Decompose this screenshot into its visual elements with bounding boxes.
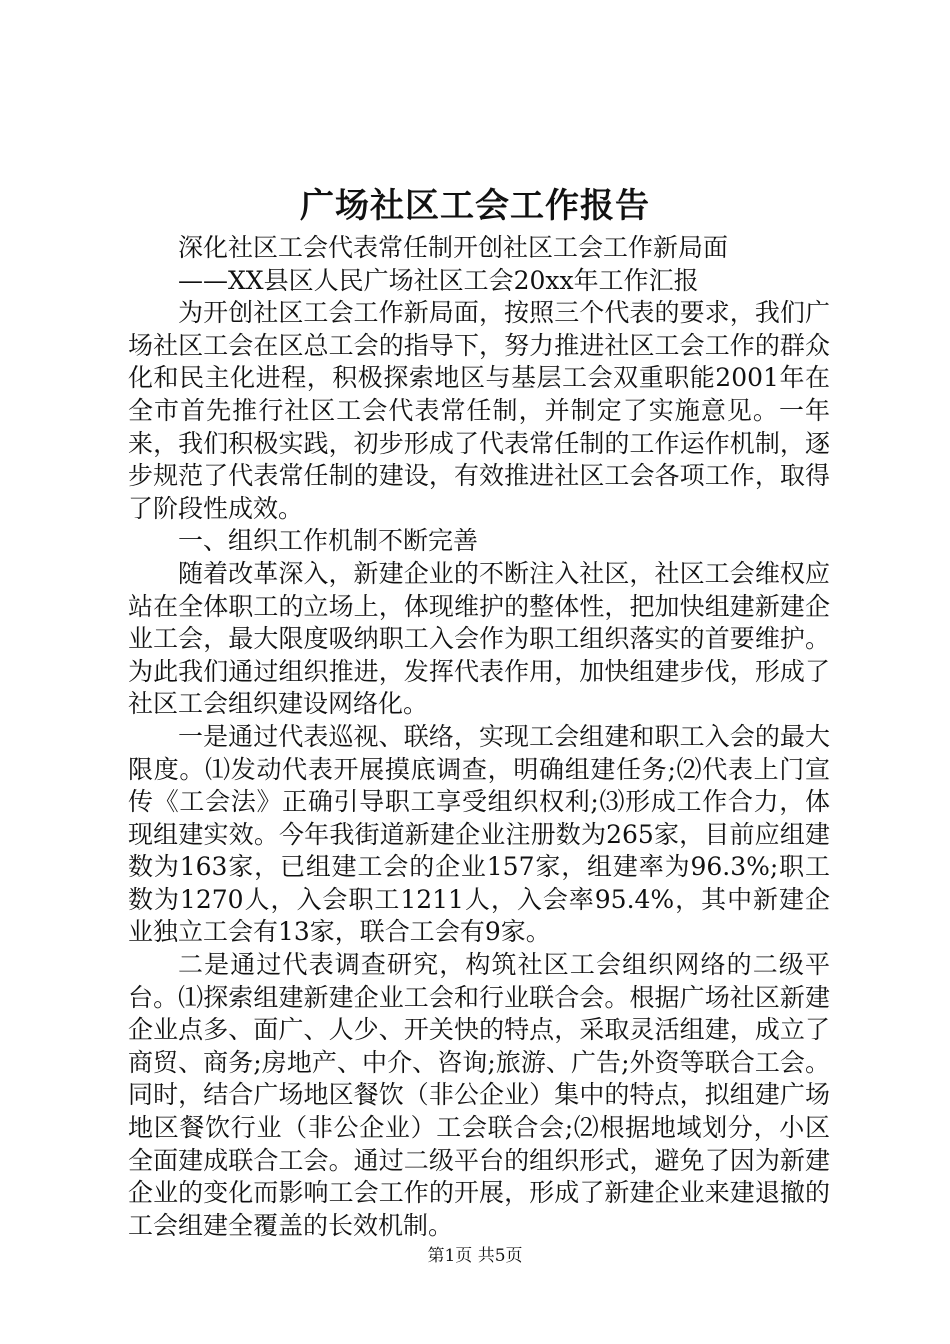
document-title: 广场社区工会工作报告: [300, 186, 650, 226]
body-paragraph: 二是通过代表调查研究，构筑社区工会组织网络的二级平台。⑴探索组建新建企业工会和行业联合会。根据广场社区新建企业点多、面广、人少、开关快的特点，采取灵活组建，成立了商贸、商务;房地产、中介、咨询;旅游、广告;外资等联合工会。同时，结合广场地区餐饮（非公企业）集中的特点，拟组建广场地区餐饮行业（非公企业）工会联合会;⑵根据地域划分，小区全面建成联合工会。通过二级平台的组织形式，避免了因为新建企业的变化而影响工会工作的开展，形成了新建企业来建退撤的工会组建全覆盖的长效机制。: [128, 950, 830, 1240]
subtitle-line: 深化社区工会代表常任制开创社区工会工作新局面: [178, 233, 729, 262]
section-heading: 一、组织工作机制不断完善: [178, 526, 479, 556]
document-body: [128, 232, 830, 1242]
page-number: 第1页 共5页: [427, 1246, 523, 1266]
subtitle-byline: ——XX县区人民广场社区工会20xx年工作汇报: [178, 265, 699, 295]
intro-paragraph: 为开创社区工会工作新局面，按照三个代表的要求，我们广场社区工会在区总工会的指导下，努力推进社区工会工作的群众化和民主化进程，积极探索地区与基层工会双重职能2001年在全市首先推行社区工会代表常任制，并制定了实施意见。一年来，我们积极实践，初步形成了代表常任制的工作运作机制，逐步规范了代表常任制的建设，有效推进社区工会各项工作，取得了阶段性成效。: [128, 298, 830, 523]
body-paragraph: 随着改革深入，新建企业的不断注入社区，社区工会维权应站在全体职工的立场上，体现维护的整体性，把加快组建新建企业工会，最大限度吸纳职工入会作为职工组织落实的首要维护。为此我们通过组织推进，发挥代表作用，加快组建步伐，形成了社区工会组织建设网络化。: [128, 558, 830, 719]
body-paragraph: 一是通过代表巡视、联络，实现工会组建和职工入会的最大限度。⑴发动代表开展摸底调查，明确组建任务;⑵代表上门宣传《工会法》正确引导职工享受组织权利;⑶形成工作合力，体现组建实效。今年我街道新建企业注册数为265家，目前应组建数为163家，已组建工会的企业157家，组建率为96.3%;职工数为1270人，入会职工1211人，入会率95.4%，其中新建企业独立工会有13家，联合工会有9家。: [128, 721, 830, 947]
